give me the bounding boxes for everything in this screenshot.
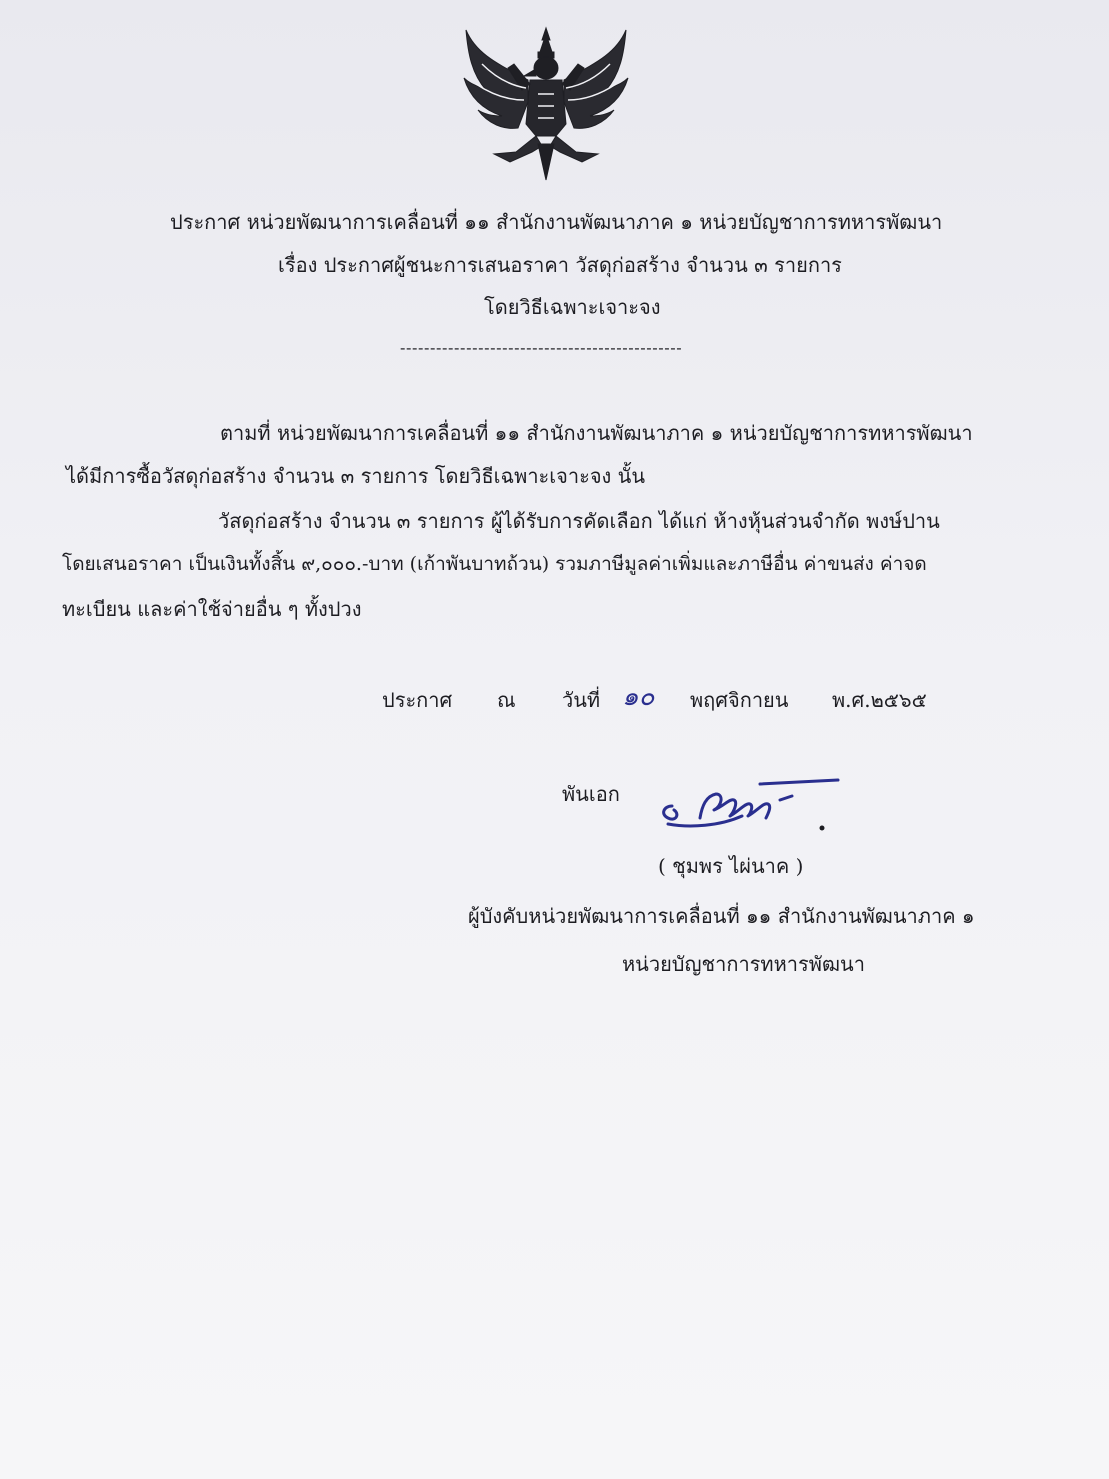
- date-day-handwritten: ๑๐: [622, 682, 655, 712]
- paragraph-2-line-3: ทะเบียน และค่าใช้จ่ายอื่น ๆ ทั้งปวง: [62, 597, 362, 621]
- paragraph-2-line-2: โดยเสนอราคา เป็นเงินทั้งสิ้น ๙,๐๐๐.-บาท (เก้าพันบาทถ้วน) รวมภาษีมูลค่าเพิ่มและภาษีอื่น ค่าขนส่ง ค่าจด: [62, 553, 927, 575]
- date-month: พฤศจิกายน: [690, 688, 789, 712]
- signer-position-line-1: ผู้บังคับหน่วยพัฒนาการเคลื่อนที่ ๑๑ สำนักงานพัฒนาภาค ๑: [468, 904, 975, 928]
- date-year: พ.ศ.๒๕๖๕: [832, 688, 927, 712]
- paragraph-1-line-1: ตามที่ หน่วยพัฒนาการเคลื่อนที่ ๑๑ สำนักงานพัฒนาภาค ๑ หน่วยบัญชาการทหารพัฒนา: [220, 421, 973, 445]
- announcement-subject: เรื่อง ประกาศผู้ชนะการเสนอราคา วัสดุก่อสร้าง จำนวน ๓ รายการ: [278, 253, 842, 277]
- date-at-label: ณ: [497, 688, 516, 712]
- date-announce-label: ประกาศ: [382, 688, 453, 712]
- paragraph-1-line-2: ได้มีการซื้อวัสดุก่อสร้าง จำนวน ๓ รายการ โดยวิธีเฉพาะเจาะจง นั้น: [66, 464, 646, 488]
- signer-rank: พันเอก: [562, 782, 620, 806]
- signer-position-line-2: หน่วยบัญชาการทหารพัฒนา: [622, 952, 865, 976]
- garuda-emblem-icon: [458, 24, 634, 182]
- handwritten-signature-icon: [650, 776, 850, 838]
- announcement-title: ประกาศ หน่วยพัฒนาการเคลื่อนที่ ๑๑ สำนักงานพัฒนาภาค ๑ หน่วยบัญชาการทหารพัฒนา: [170, 210, 943, 234]
- signer-name: ( ชุมพร ไผ่นาค ): [658, 854, 804, 878]
- paragraph-2-line-1: วัสดุก่อสร้าง จำนวน ๓ รายการ ผู้ได้รับการคัดเลือก ได้แก่ ห้างหุ้นส่วนจำกัด พงษ์ปาน: [218, 509, 940, 533]
- procurement-method: โดยวิธีเฉพาะเจาะจง: [484, 295, 661, 319]
- header-divider: -----------------------------------------------: [400, 338, 683, 357]
- date-day-label: วันที่: [562, 688, 601, 712]
